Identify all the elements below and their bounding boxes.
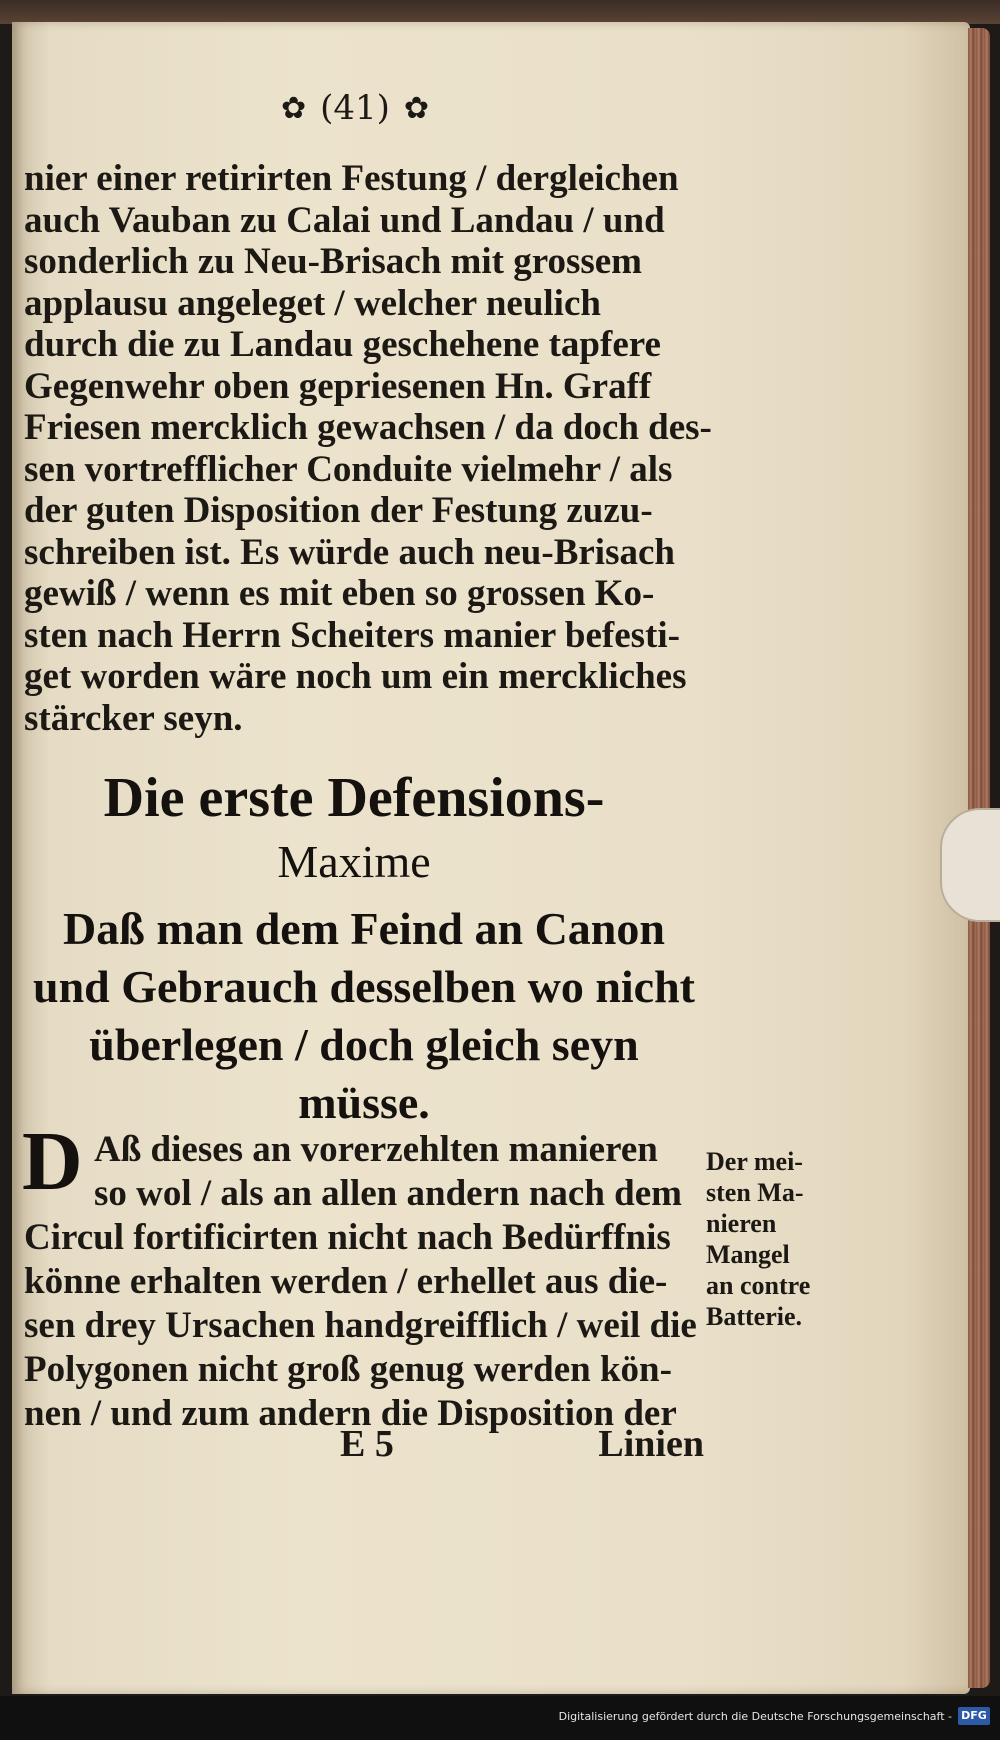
text-line: Gegenwehr oben gepriesenen Hn. Graff — [24, 365, 652, 407]
marginal-note-line: nieren — [706, 1209, 777, 1238]
text-line: Friesen mercklich gewachsen / da doch des- — [24, 407, 712, 448]
text-line: applausu angeleget / welcher neulich — [24, 282, 601, 324]
text-line: auch Vauban zu Calai und Landau / und — [24, 199, 665, 241]
ornament-left-icon: ✿ — [280, 90, 307, 126]
text-line: Polygonen nicht groß genug werden kön- — [24, 1349, 672, 1390]
text-line: der guten Disposition der Festung zuzu- — [24, 490, 653, 531]
marginal-note-line: an contre — [706, 1271, 811, 1300]
text-line: durch die zu Landau geschehene tapfere — [24, 324, 661, 365]
credit-text: Digitalisierung gefördert durch die Deutsche Forschungsgemeinschaft - — [558, 1710, 952, 1723]
section-subheading — [24, 900, 704, 1132]
ornament-right-icon: ✿ — [403, 90, 430, 126]
page-footer — [24, 1422, 704, 1468]
text-line: sen vortrefflicher Conduite vielmehr / als — [24, 448, 673, 490]
section-heading-maxime: Maxime — [277, 836, 431, 887]
subheading-line: und Gebrauch desselben wo nicht — [32, 961, 695, 1012]
text-line: sten nach Herrn Scheiters manier befesti- — [24, 614, 680, 656]
drop-cap: D — [22, 1115, 83, 1208]
text-line: könne erhalten werden / erhellet aus die- — [24, 1261, 668, 1302]
text-line: Circul fortificirten nicht nach Bedürffnis — [24, 1217, 671, 1258]
text-line: nen / und zum andern die Disposition der — [24, 1393, 677, 1434]
marginal-note — [706, 1146, 856, 1332]
text-line: schreiben ist. Es würde auch neu-Brisach — [24, 531, 675, 573]
credit-bar — [0, 1696, 1000, 1740]
text-line: Aß dieses an vorerzehlten manieren — [94, 1129, 658, 1170]
page-header — [250, 82, 460, 134]
marginal-note-line: Batterie. — [706, 1302, 803, 1331]
marginal-note-line: sten Ma- — [706, 1178, 804, 1207]
subheading-line: überlegen / doch gleich seyn — [89, 1019, 639, 1070]
second-body-text — [24, 1128, 704, 1436]
subheading-line: müsse. — [298, 1077, 430, 1128]
page-number: (41) — [320, 88, 390, 128]
section-heading: Die erste Defensions- — [103, 767, 605, 829]
marginal-note-line: Der mei- — [706, 1147, 803, 1176]
marginal-note-line: Mangel — [706, 1240, 790, 1269]
signature-mark: E 5 — [340, 1423, 394, 1465]
text-line: so wol / als an allen andern nach dem — [94, 1173, 682, 1214]
text-line: sen drey Ursachen handgreifflich / weil die — [24, 1305, 697, 1346]
text-line: get worden wäre noch um ein merckliches — [24, 656, 687, 697]
page-clip — [940, 808, 1000, 922]
text-line: stärcker seyn. — [24, 697, 243, 739]
subheading-line: Daß man dem Feind an Canon — [63, 903, 665, 954]
text-line: sonderlich zu Neu-Brisach mit grossem — [24, 241, 642, 282]
dfg-logo-icon: DFG — [958, 1707, 990, 1725]
body-text — [24, 158, 712, 739]
text-line: nier einer retirirten Festung / dergleichen — [24, 158, 679, 199]
book-top-edge — [0, 0, 1000, 24]
text-line: gewiß / wenn es mit eben so grossen Ko- — [24, 573, 655, 614]
catchword: Linien — [598, 1423, 704, 1465]
